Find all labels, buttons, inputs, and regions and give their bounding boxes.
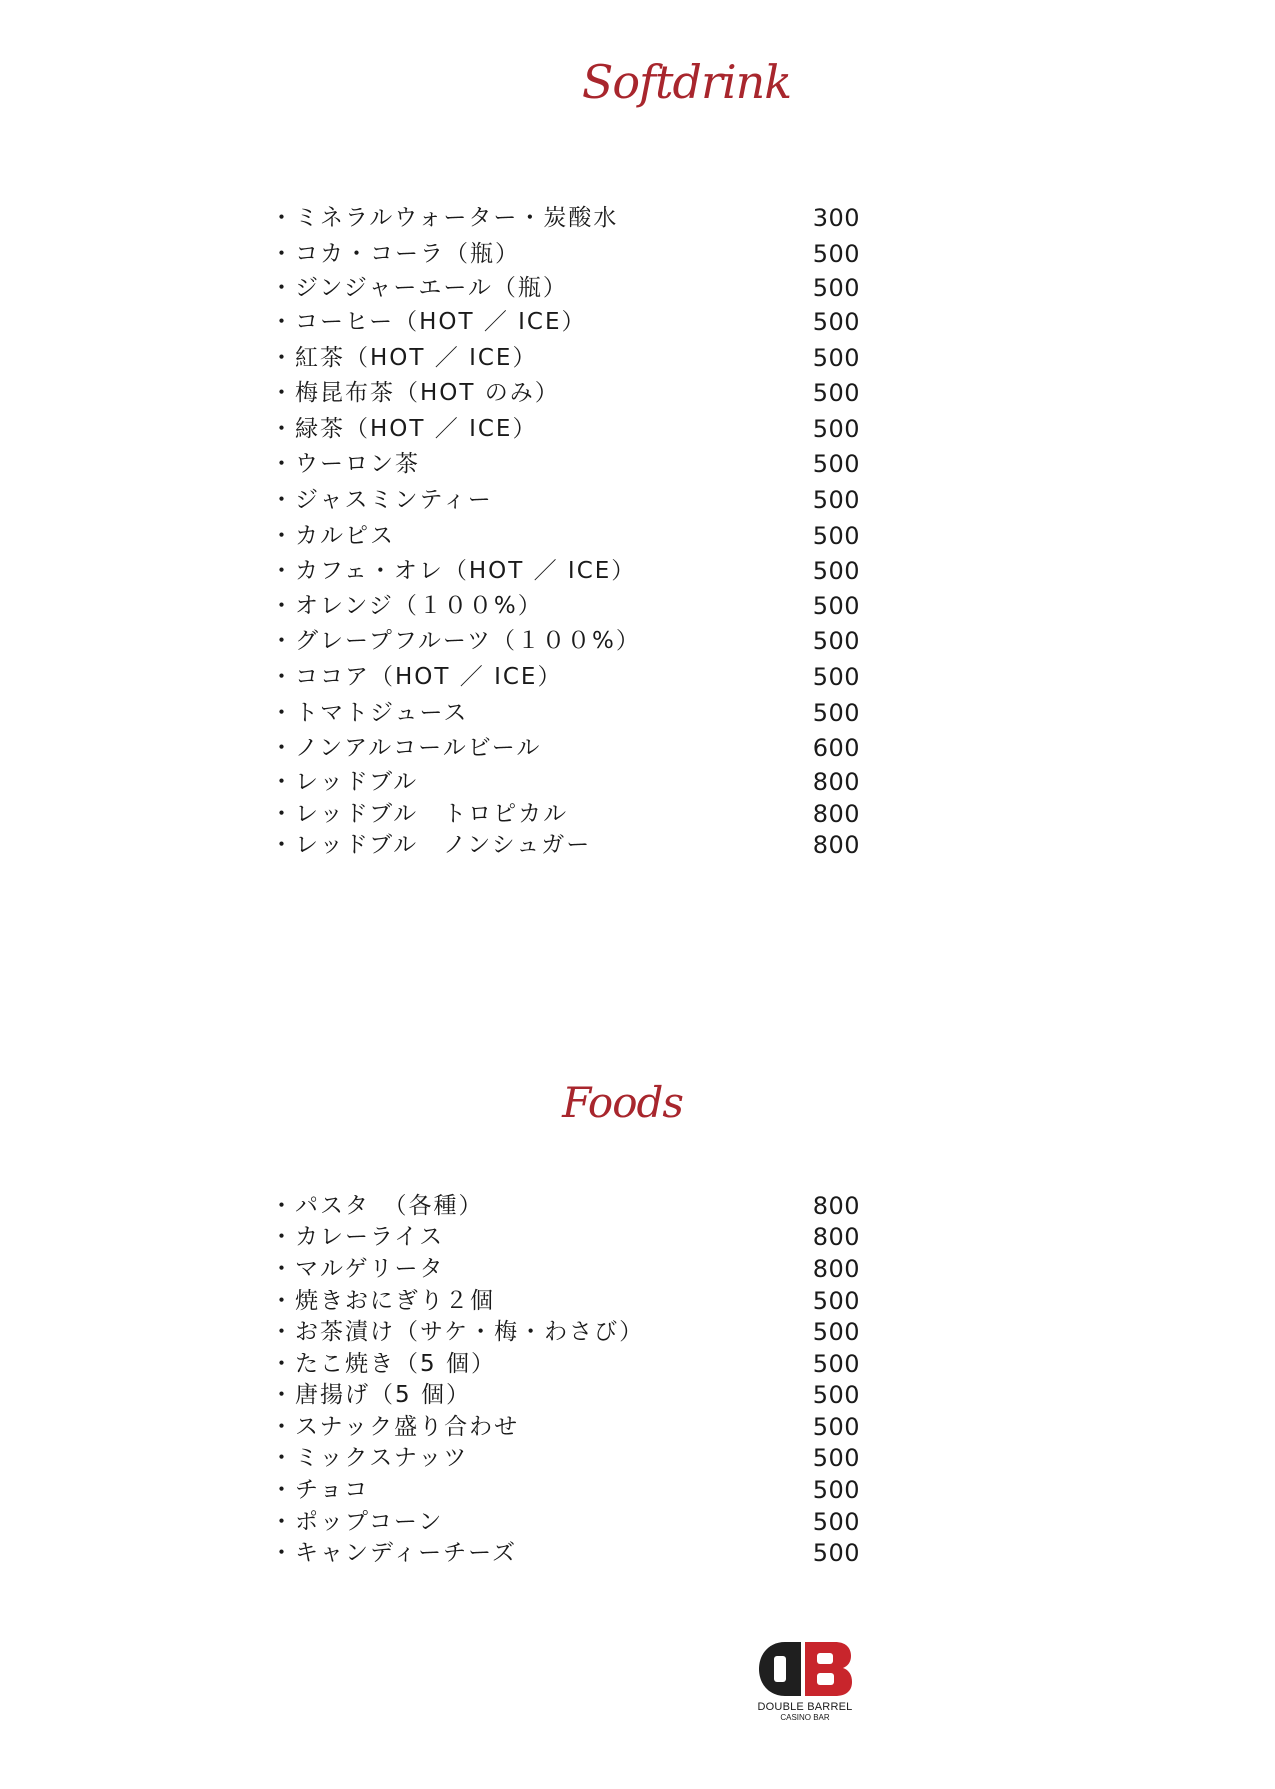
menu-item xyxy=(270,625,860,657)
menu-item-name: ・焼きおにぎり２個 xyxy=(270,1288,495,1314)
menu-item-name: ・ジンジャーエール（瓶） xyxy=(270,275,568,301)
menu-item xyxy=(270,306,860,338)
menu-item-name: ・ジャスミンティー xyxy=(270,487,493,513)
menu-item-name: ・レッドブル xyxy=(270,769,419,795)
menu-item-price: 500 xyxy=(812,1350,860,1378)
menu-item xyxy=(270,1442,860,1474)
menu-item-name: ・ポップコーン xyxy=(270,1509,444,1535)
menu-item-name: ・カルピス xyxy=(270,523,395,549)
menu-item-name: ・マルゲリータ xyxy=(270,1256,445,1282)
menu-item-price: 500 xyxy=(812,486,860,514)
menu-item-name: ・お茶漬け（サケ・梅・わさび） xyxy=(270,1319,645,1345)
menu-item xyxy=(270,484,860,516)
menu-item-price: 500 xyxy=(812,379,860,407)
menu-item xyxy=(270,413,860,445)
menu-item-price: 500 xyxy=(812,274,860,302)
menu-item-name: ・カレーライス xyxy=(270,1224,445,1250)
menu-item xyxy=(270,1474,860,1506)
menu-item-price: 500 xyxy=(812,450,860,478)
menu-item xyxy=(270,238,860,270)
menu-item xyxy=(270,661,860,693)
menu-item-price: 800 xyxy=(812,1255,860,1283)
logo-subtitle: CASINO BAR xyxy=(780,1713,830,1722)
menu-item-price: 800 xyxy=(812,800,860,828)
menu-item-price: 500 xyxy=(812,699,860,727)
menu-item xyxy=(270,1506,860,1538)
menu-item-price: 500 xyxy=(812,1444,860,1472)
menu-item-price: 500 xyxy=(812,1287,860,1315)
menu-item-price: 800 xyxy=(812,1223,860,1251)
menu-item-price: 500 xyxy=(812,1508,860,1536)
menu-item-price: 500 xyxy=(812,240,860,268)
menu-item-price: 500 xyxy=(812,1413,860,1441)
menu-item-price: 600 xyxy=(812,734,860,762)
softdrink-title: Softdrink xyxy=(581,55,792,109)
menu-item xyxy=(270,697,860,729)
menu-item-price: 500 xyxy=(812,627,860,655)
menu-item-price: 500 xyxy=(812,557,860,585)
menu-item-name: ・紅茶（HOT ／ ICE） xyxy=(270,345,538,371)
menu-item-price: 500 xyxy=(812,592,860,620)
logo-name: DOUBLE BARREL xyxy=(757,1701,853,1713)
menu-item xyxy=(270,272,860,304)
menu-item xyxy=(270,1221,860,1253)
menu-item xyxy=(270,766,860,798)
menu-item-name: ・ウーロン茶 xyxy=(270,451,420,477)
menu-item-name: ・ミックスナッツ xyxy=(270,1445,469,1471)
menu-item-name: ・ココア（HOT ／ ICE） xyxy=(270,664,563,690)
menu-item xyxy=(270,1537,860,1569)
menu-item xyxy=(270,590,860,622)
menu-item-price: 500 xyxy=(812,1318,860,1346)
menu-item xyxy=(270,1253,860,1285)
menu-item-price: 800 xyxy=(812,831,860,859)
menu-item xyxy=(270,829,860,861)
menu-item-price: 500 xyxy=(812,344,860,372)
menu-item xyxy=(270,202,860,234)
menu-item-price: 500 xyxy=(812,1476,860,1504)
menu-item-price: 500 xyxy=(812,522,860,550)
menu-item-name: ・オレンジ（１００%） xyxy=(270,593,543,619)
menu-item-name: ・たこ焼き（5 個） xyxy=(270,1351,496,1377)
menu-item-name: ・レッドブル トロピカル xyxy=(270,801,569,827)
menu-item-price: 500 xyxy=(812,415,860,443)
menu-item-name: ・梅昆布茶（HOT のみ） xyxy=(270,380,560,406)
menu-item xyxy=(270,555,860,587)
foods-title: Foods xyxy=(562,1078,683,1127)
menu-item-price: 500 xyxy=(812,308,860,336)
menu-item-price: 300 xyxy=(812,204,860,232)
menu-item-name: ・カフェ・オレ（HOT ／ ICE） xyxy=(270,558,637,584)
menu-item-name: ・レッドブル ノンシュガー xyxy=(270,832,592,858)
menu-item-price: 500 xyxy=(812,1539,860,1567)
menu-item-name: ・ミネラルウォーター・炭酸水 xyxy=(270,205,619,231)
menu-item-name: ・トマトジュース xyxy=(270,700,469,726)
menu-item-name: ・スナック盛り合わせ xyxy=(270,1414,520,1440)
menu-item xyxy=(270,798,860,830)
menu-item-name: ・キャンディーチーズ xyxy=(270,1540,518,1566)
menu-item xyxy=(270,448,860,480)
menu-item xyxy=(270,520,860,552)
menu-item-name: ・コカ・コーラ（瓶） xyxy=(270,241,520,267)
menu-item-name: ・ノンアルコールビール xyxy=(270,735,542,761)
menu-item xyxy=(270,377,860,409)
menu-item xyxy=(270,732,860,764)
menu-item-price: 500 xyxy=(812,663,860,691)
menu-item-price: 500 xyxy=(812,1381,860,1409)
menu-item xyxy=(270,1285,860,1317)
menu-item xyxy=(270,1411,860,1443)
menu-item-price: 800 xyxy=(812,768,860,796)
menu-item-price: 800 xyxy=(812,1192,860,1220)
double-barrel-logo xyxy=(755,1640,855,1720)
menu-item-name: ・パスタ （各種） xyxy=(270,1193,484,1219)
menu-item xyxy=(270,342,860,374)
menu-item xyxy=(270,1190,860,1222)
menu-item-name: ・唐揚げ（5 個） xyxy=(270,1382,471,1408)
menu-item-name: ・チョコ xyxy=(270,1477,370,1503)
menu-item xyxy=(270,1316,860,1348)
menu-item-name: ・緑茶（HOT ／ ICE） xyxy=(270,416,538,442)
menu-item xyxy=(270,1379,860,1411)
menu-item xyxy=(270,1348,860,1380)
menu-item-name: ・コーヒー（HOT ／ ICE） xyxy=(270,309,587,335)
menu-item-name: ・グレープフルーツ（１００%） xyxy=(270,628,641,654)
db-logo-icon xyxy=(757,1640,853,1698)
